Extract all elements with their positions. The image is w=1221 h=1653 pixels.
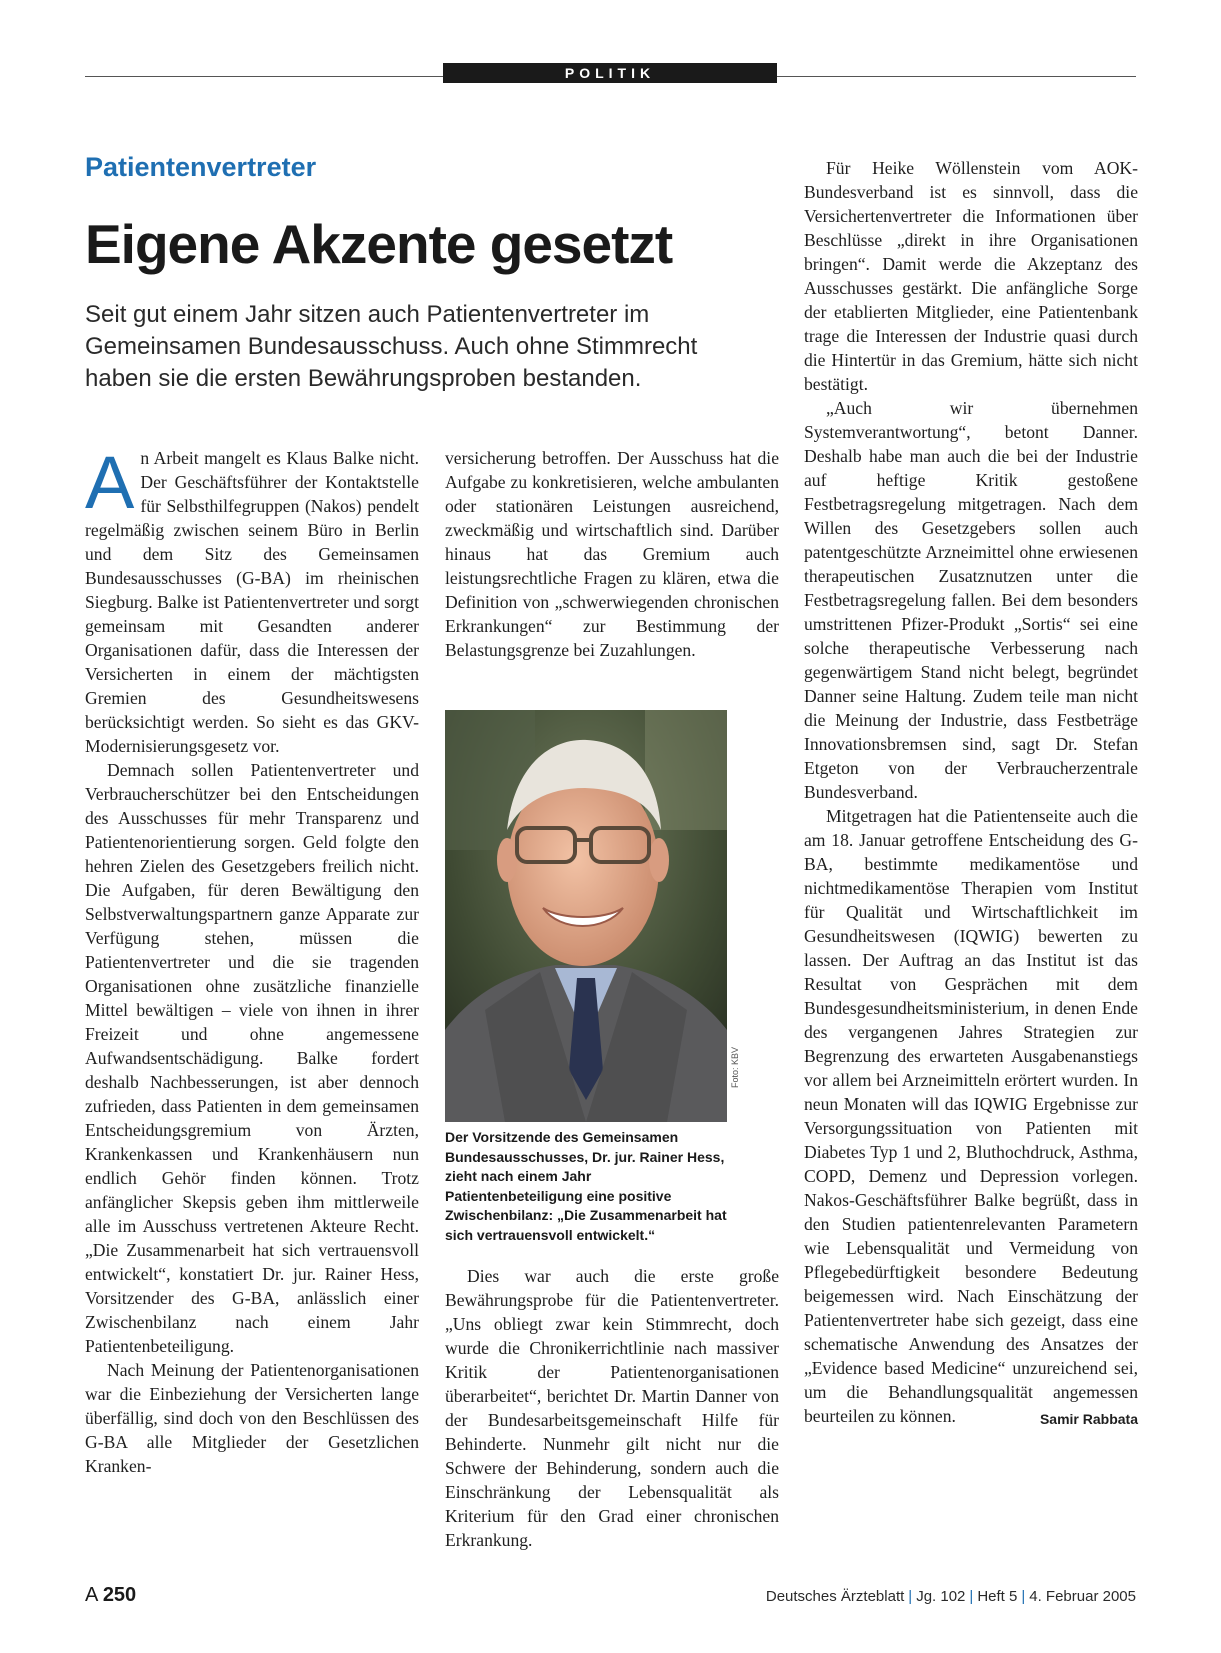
paragraph: „Auch wir übernehmen Systemverantwortung“, betont Danner. Deshalb habe man auch die bei der Industrie auf heftige Kritik gestoßene Festbetragsregelung mitgetragen. Nach dem Willen des Gesetzgebers sollen auch patentgeschützte Arzneimittel ohne erwiesenen therapeutischen Zusatznutzen unter die Festbetragsregelung fallen. Bei dem besonders umstrittenen Pfizer-Produkt „Sortis“ sei eine solche therapeutische Verbesserung nach gegenwärtigem Stand nicht belegt, begründet Danner seine Haltung. Zudem teile man nicht die Meinung der Industrie, dass Festbeträge Innovationsbremsen sind, sagt Dr. Stefan Etgeton von der Verbraucherzentrale Bundesverband. (804, 398, 1138, 802)
author-byline: Samir Rabbata (1039, 1411, 1138, 1427)
footer-journal-info: Deutsches Ärzteblatt | Jg. 102 | Heft 5 | 4. Februar 2005 (765, 1588, 1136, 1605)
journal-name: Deutsches Ärzteblatt (765, 1588, 905, 1605)
portrait-photo (445, 710, 727, 1122)
section-label: POLITIK (443, 63, 777, 83)
paragraph: Für Heike Wöllenstein vom AOK-Bundesverband ist es sinnvoll, dass die Versichertenvertreter die Informationen über Beschlüsse „direkt in ihre Organisationen bringen“. Damit werde die Akzeptanz des Ausschusses gestärkt. Die anfängliche Sorge der etablierten Mitglieder, eine Patientenbank trage die Interessen der Industrie quasi durch die Hintertür in das Gremium, hätte sich nicht bestätigt. (804, 158, 1138, 394)
paragraph: Mitgetragen hat die Patientenseite auch die am 18. Januar getroffene Entscheidung des G-BA, bestimmte medikamentöse und nichtmedikamentöse Therapien vom Institut für Qualität und Wirtschaftlichkeit im Gesundheitswesen (IQWIG) bewerten zu lassen. Der Auftrag an das Institut ist das Resultat von Gesprächen mit dem Bundesgesundheitsministerium, in denen Ende des vergangenen Jahres Strategien zur Begrenzung des erwarteten Ausgabenanstiegs vor allem bei Arzneimitteln erörtert wurden. In neun Monaten will das IQWIG Ergebnisse zur Versorgungssituation von Patienten mit Diabetes Typ 1 und 2, Bluthochdruck, Asthma, COPD, Demenz und Depression vorlegen. Nakos-Geschäftsführer Balke begrüßt, dass in den Studien patientenrelevanten Parametern wie Lebensqualität und Vermeidung von Pflegebedürftigkeit besondere Bedeutung beigemessen wird. Nach Einschätzung der Patientenvertreter habe sich gezeigt, dass eine schematische Anwendung des Ansatzes der „Evidence based Medicine“ unzureichend sei, um die Behandlungsqualität angemessen beurteilen zu können. Samir Rabbata (804, 804, 1138, 1428)
journal-issue: Heft 5 (977, 1588, 1018, 1605)
journal-volume: Jg. 102 (916, 1588, 966, 1605)
paragraph: Dies war auch die erste große Bewährungsprobe für die Patientenvertreter. „Uns obliegt zwar kein Stimmrecht, doch wurde die Chronikerrichtlinie nach massiver Kritik der Patientenorganisationen überarbeitet“, berichtet Dr. Martin Danner von der Bundesarbeitsgemeinschaft Hilfe für Behinderte. Nunmehr gilt nicht nur die Schwere der Behinderung, sondern auch die Einschränkung der Lebensqualität als Kriterium für den Grad einer chronischen Erkrankung. (445, 1266, 779, 1550)
photo-credit: Foto: KBV (730, 1046, 740, 1088)
journal-date: 4. Februar 2005 (1029, 1588, 1136, 1605)
column-2-bottom (445, 1264, 779, 1552)
column-1 (85, 441, 419, 1478)
drop-cap: A (85, 441, 135, 524)
paragraph: Demnach sollen Patientenvertreter und Verbraucherschützer bei den Entscheidungen des Ausschusses für mehr Transparenz und Patientenorientierung sorgen. Geld folgte den hehren Zielen des Gesetzgebers freilich nicht. Die Aufgaben, für deren Bewältigung den Selbstverwaltungspartnern ganze Apparate zur Verfügung stehen, müssen die Patientenvertreter und die sie tragenden Organisationen ohne zusätzliche finanzielle Mittel bewältigen – viele von ihnen in ihrer Freizeit und ohne angemessene Aufwandsentschädigung. Balke fordert deshalb Nachbesserungen, ist aber dennoch zufrieden, dass Patienten in dem gemeinsamen Entscheidungsgremium von Ärzten, Krankenkassen und Krankenhäusern nun endlich Gehör finden können. Trotz anfänglicher Skepsis geben ihm mittlerweile alle im Ausschuss vertretenen Akteure Recht. „Die Zusammenarbeit hat sich vertrauensvoll entwickelt“, konstatiert Dr. jur. Rainer Hess, Vorsitzender des G-BA, anlässlich einer Zwischenbilanz nach einem Jahr Patientenbeteiligung. (85, 760, 419, 1356)
article-kicker: Patientenvertreter (85, 152, 317, 182)
article-headline: Eigene Akzente gesetzt (85, 213, 673, 275)
article-lead: Seit gut einem Jahr sitzen auch Patientenvertreter im Gemeinsamen Bundesausschuss. Auch ohne Stimmrecht haben sie die ersten Bewährungsproben bestanden. (85, 301, 698, 392)
paragraph: Nach Meinung der Patientenorganisationen war die Einbeziehung der Versicherten lange überfällig, sind doch von den Beschlüssen des G-BA alle Mitglieder der Gesetzlichen Kranken- (85, 1360, 419, 1476)
page-number: A 250 (85, 1584, 137, 1606)
paragraph: An Arbeit mangelt es Klaus Balke nicht. Der Geschäftsführer der Kontaktstelle für Selbsthilfegruppen (Nakos) pendelt regelmäßig zwischen seinem Büro in Berlin und dem Sitz des Gemeinsamen Bundesausschusses (G-BA) im rheinischen Siegburg. Balke ist Patientenvertreter und sorgt gemeinsam mit Gesandten anderer Organisationen dafür, dass die Interessen der Versicherten in einem der mächtigsten Gremien des Gesundheitswesens berücksichtigt werden. So sieht es das GKV-Modernisierungsgesetz vor. (85, 441, 419, 756)
paragraph: versicherung betroffen. Der Ausschuss hat die Aufgabe zu konkretisieren, welche ambulanten oder stationären Leistungen ausreichend, zweckmäßig und wirtschaftlich sind. Darüber hinaus hat das Gremium auch leistungsrechtliche Fragen zu klären, etwa die Definition von „schwerwiegenden chronischen Erkrankungen“ zur Bestimmung der Belastungsgrenze bei Zuzahlungen. (445, 448, 779, 660)
photo-caption: Der Vorsitzende des Gemeinsamen Bundesausschusses, Dr. jur. Rainer Hess, zieht nach einem Jahr Patientenbeteiligung eine positive Zwischenbilanz: „Die Zusammenarbeit hat sich vertrauensvoll entwickelt.“ (445, 1129, 727, 1243)
column-2-top (445, 446, 779, 662)
column-3 (804, 156, 1138, 1431)
